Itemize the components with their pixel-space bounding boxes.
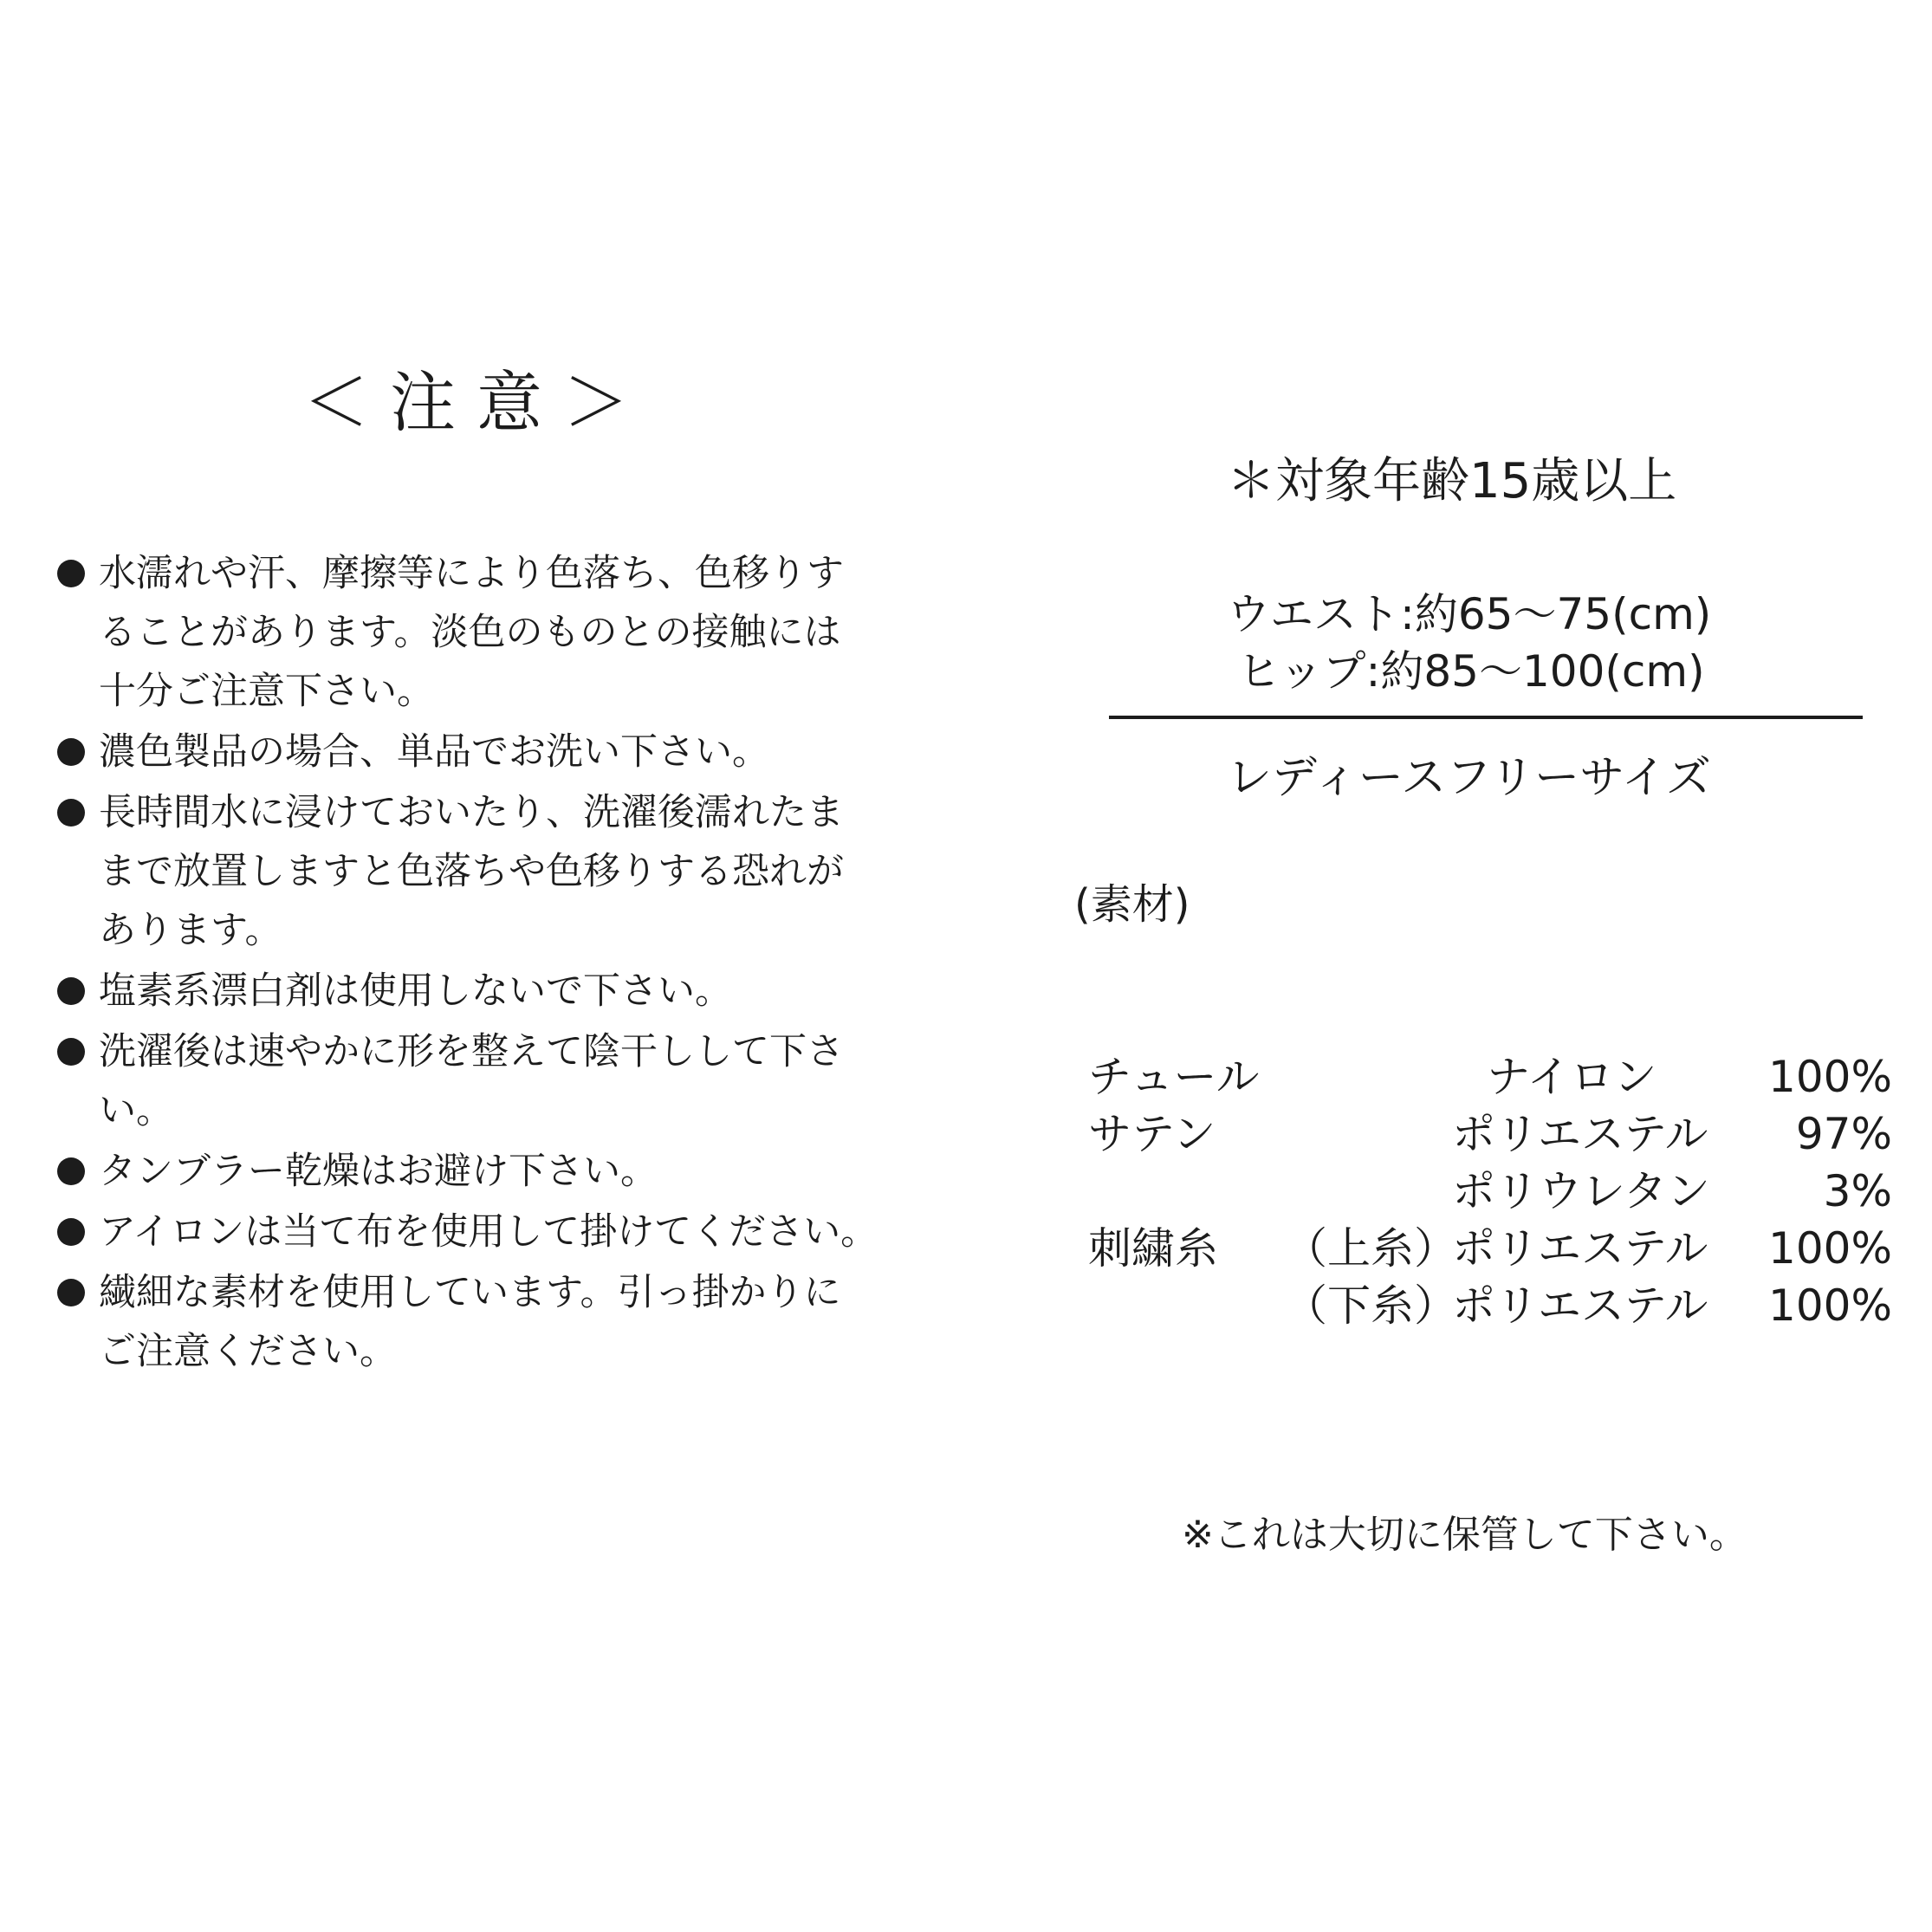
material-row <box>1088 1220 1920 1277</box>
material-table <box>1088 1048 1920 1334</box>
bullet-icon <box>57 1279 85 1306</box>
material-thread: （下糸） <box>1284 1280 1457 1331</box>
material-row <box>1088 1277 1920 1334</box>
material-percent: 97% <box>1795 1109 1892 1159</box>
caution-line: い。 <box>99 1089 173 1132</box>
material-percent: 3% <box>1823 1166 1892 1216</box>
caution-line: タンブラー乾燥はお避け下さい。 <box>99 1150 658 1193</box>
caution-item <box>57 1263 932 1381</box>
spec-column <box>1074 0 1923 1932</box>
size-name: レディースフリーサイズ <box>1227 752 1712 804</box>
storage-note: ※これは大切に保管して下さい。 <box>1182 1513 1747 1557</box>
caution-line: あります。 <box>99 909 282 952</box>
material-part: 刺繍糸 <box>1088 1223 1218 1274</box>
material-percent: 100% <box>1768 1052 1892 1102</box>
material-fiber: ポリエステル <box>1452 1223 1708 1274</box>
material-row <box>1088 1163 1920 1220</box>
material-fiber: ナイロン <box>1487 1052 1657 1102</box>
bullet-icon <box>57 1157 85 1185</box>
caution-title: ＜注意＞ <box>303 364 650 441</box>
caution-item <box>57 1203 932 1261</box>
caution-line: 濃色製品の場合、単品でお洗い下さい。 <box>99 730 769 774</box>
size-measurements <box>1227 586 1711 700</box>
bullet-icon <box>57 1218 85 1246</box>
caution-line: 繊細な素材を使用しています。引っ掛かりに <box>99 1271 841 1314</box>
caution-line: 十分ご注意下さい。 <box>99 670 434 713</box>
caution-item <box>57 783 932 960</box>
waist-measurement: ウエスト:約65〜75(cm) <box>1227 589 1712 639</box>
caution-item <box>57 723 932 781</box>
material-thread: （上糸） <box>1284 1223 1457 1274</box>
caution-item <box>57 1022 932 1140</box>
material-row <box>1088 1105 1920 1163</box>
material-fiber: ポリエステル <box>1452 1280 1708 1331</box>
caution-line: 洗濯後は速やかに形を整えて陰干しして下さ <box>99 1030 844 1073</box>
caution-line: 長時間水に浸けておいたり、洗濯後濡れたま <box>99 791 844 834</box>
material-row <box>1088 1048 1920 1105</box>
material-part: サテン <box>1088 1109 1216 1159</box>
bullet-icon <box>57 738 85 766</box>
bullet-icon <box>57 560 85 587</box>
caution-line: 水濡れや汗、摩擦等により色落ち、色移りす <box>99 552 844 595</box>
caution-list <box>57 544 932 1383</box>
caution-item <box>57 1142 932 1201</box>
caution-item <box>57 544 932 721</box>
caution-line: ご注意ください。 <box>99 1330 397 1373</box>
material-fiber: ポリエステル <box>1452 1109 1708 1159</box>
material-fiber: ポリウレタン <box>1452 1166 1710 1216</box>
caution-line: アイロンは当て布を使用して掛けてください。 <box>99 1210 878 1254</box>
caution-line: ることがあります。淡色のものとの接触には <box>99 611 841 654</box>
caution-item <box>57 962 932 1021</box>
size-divider <box>1109 716 1863 719</box>
material-percent: 100% <box>1768 1280 1892 1331</box>
bullet-icon <box>57 799 85 827</box>
hip-measurement: ヒップ:約85〜100(cm) <box>1237 646 1705 697</box>
material-part: チュール <box>1088 1052 1260 1102</box>
bullet-icon <box>57 1038 85 1066</box>
material-heading: (素材) <box>1074 880 1190 929</box>
bullet-icon <box>57 977 85 1005</box>
material-percent: 100% <box>1768 1223 1892 1274</box>
caution-line: まで放置しますと色落ちや色移りする恐れが <box>99 850 844 893</box>
caution-line: 塩素系漂白剤は使用しないで下さい。 <box>99 969 732 1013</box>
target-age: ＊対象年齢15歳以上 <box>1227 453 1677 509</box>
